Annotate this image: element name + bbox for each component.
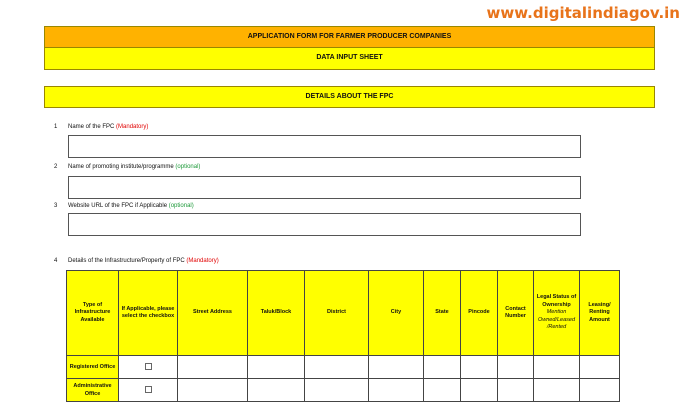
checkbox-cell[interactable] <box>119 379 178 402</box>
section-heading: DETAILS ABOUT THE FPC <box>44 86 655 108</box>
row-type-label: Registered Office <box>67 356 119 379</box>
header-state: State <box>424 271 461 356</box>
site-watermark: www.digitalindiagov.in <box>486 4 680 22</box>
form-title: APPLICATION FORM FOR FARMER PRODUCER COMPANIES <box>44 26 655 48</box>
question-number: 4 <box>54 258 58 264</box>
question-3 <box>54 203 194 209</box>
table-row <box>67 379 620 402</box>
street-cell[interactable] <box>178 379 248 402</box>
ownership-label: Legal Status of Ownership <box>536 294 577 308</box>
contact-cell[interactable] <box>498 379 534 402</box>
row-type-label: Administrative Office <box>67 379 119 402</box>
district-cell[interactable] <box>305 356 369 379</box>
promoting-institute-input[interactable] <box>68 176 581 199</box>
header-city: City <box>369 271 424 356</box>
street-cell[interactable] <box>178 356 248 379</box>
table-header-row <box>67 271 620 356</box>
table-row <box>67 356 620 379</box>
optional-tag: (optional) <box>168 203 194 209</box>
fpc-name-input[interactable] <box>68 135 581 158</box>
pincode-cell[interactable] <box>461 379 498 402</box>
question-label: Name of promoting institute/programme <box>68 164 174 170</box>
state-cell[interactable] <box>424 356 461 379</box>
website-url-input[interactable] <box>68 213 581 236</box>
leasing-cell[interactable] <box>580 356 620 379</box>
ownership-cell[interactable] <box>534 379 580 402</box>
question-1 <box>54 124 148 130</box>
ownership-cell[interactable] <box>534 356 580 379</box>
question-number: 1 <box>54 124 58 130</box>
pincode-cell[interactable] <box>461 356 498 379</box>
city-cell[interactable] <box>369 356 424 379</box>
district-cell[interactable] <box>305 379 369 402</box>
question-label: Details of the Infrastructure/Property of FPC <box>68 258 185 264</box>
header-contact: Contact Number <box>498 271 534 356</box>
form-subtitle: DATA INPUT SHEET <box>44 48 655 70</box>
taluk-cell[interactable] <box>248 379 305 402</box>
header-district: District <box>305 271 369 356</box>
question-number: 3 <box>54 203 58 209</box>
header-taluk: Taluk/Block <box>248 271 305 356</box>
mandatory-tag: (Mandatory) <box>186 258 219 264</box>
checkbox-cell[interactable] <box>119 356 178 379</box>
header-pincode: Pincode <box>461 271 498 356</box>
contact-cell[interactable] <box>498 356 534 379</box>
checkbox-icon[interactable] <box>145 363 152 370</box>
header-street: Street Address <box>178 271 248 356</box>
taluk-cell[interactable] <box>248 356 305 379</box>
mandatory-tag: (Mandatory) <box>116 124 149 130</box>
ownership-note: Mention Owned/Leased /Rented <box>538 309 575 331</box>
question-number: 2 <box>54 164 58 170</box>
question-label: Name of the FPC <box>68 124 115 130</box>
header-type: Type of Infrastructure Available <box>67 271 119 356</box>
question-2 <box>54 164 200 170</box>
state-cell[interactable] <box>424 379 461 402</box>
header-leasing: Leasing/ Renting Amount <box>580 271 620 356</box>
question-4 <box>54 258 219 264</box>
infrastructure-table <box>66 270 620 402</box>
question-label: Website URL of the FPC if Applicable <box>68 203 168 209</box>
header-ownership <box>534 271 580 356</box>
header-checkbox: If Applicable, please select the checkbox <box>119 271 178 356</box>
leasing-cell[interactable] <box>580 379 620 402</box>
city-cell[interactable] <box>369 379 424 402</box>
checkbox-icon[interactable] <box>145 386 152 393</box>
optional-tag: (optional) <box>175 164 201 170</box>
